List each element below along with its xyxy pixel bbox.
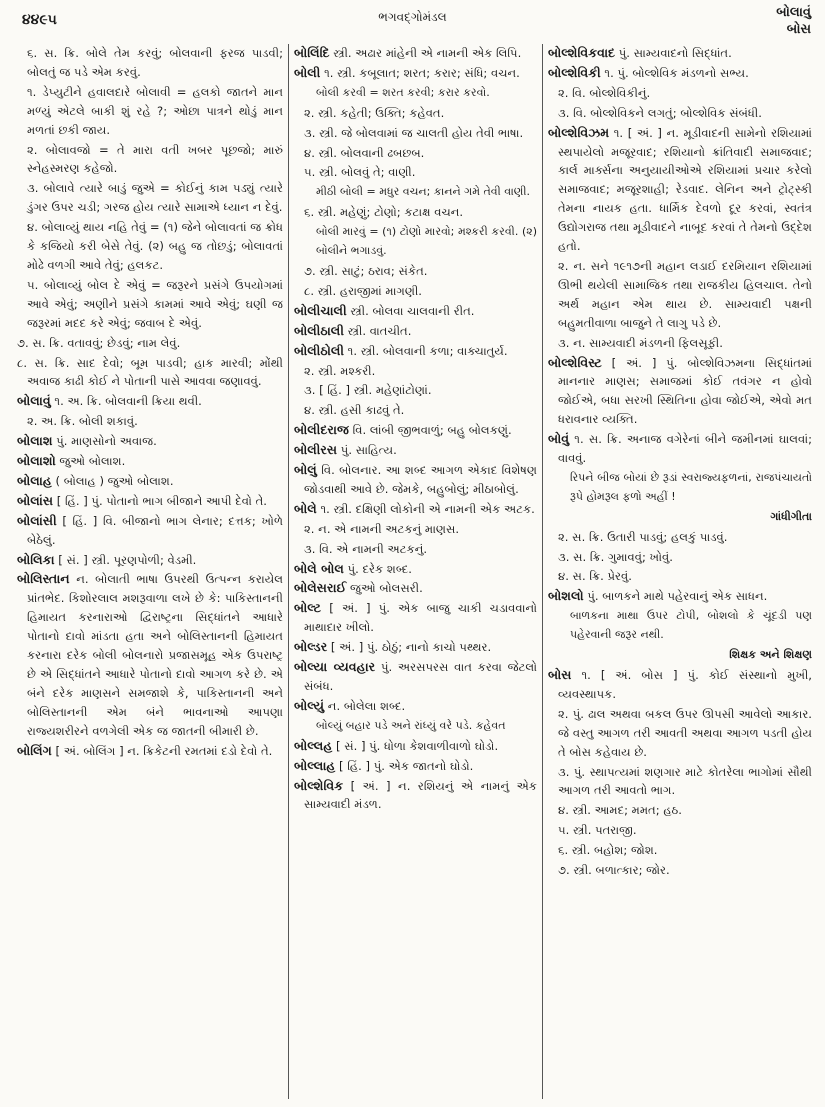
headword: બોલ્યું (294, 697, 325, 713)
dictionary-entry (294, 500, 537, 519)
dictionary-entry (548, 64, 812, 83)
headword: બોલાવું (17, 393, 51, 409)
definition-text: ( બોલાહ ) જુઓ બોલાશ. (51, 473, 174, 488)
definition-text: ૫. સ્ત્રી. બોલવું તે; વાણી. (304, 165, 416, 180)
headword: બોલેસરાઈ (294, 580, 347, 596)
definition-text: ૩. પું. સ્થાપત્યમાં શણગાર માટે કોતરેલા ભાગોમાં સૌથી આગળ તરી આવતો ભાગ. (558, 764, 812, 798)
definition-text: [ અં. બોલિંગ ] ન. ક્રિકેટની રમતમાં દડો દેવો તે. (51, 743, 273, 758)
headword: બોલિકા (17, 551, 55, 567)
dictionary-entry (294, 579, 537, 598)
definition-text: [ હિં. ] પું. એક જાતનો ઘોડો. (335, 758, 474, 773)
definition-text: ૬. સ્ત્રી. મહેણું; ટોણો; કટાક્ષ વચન. (304, 205, 464, 220)
dictionary-entry (294, 757, 537, 776)
usage-example (294, 183, 537, 202)
definition-text: જુઓ બોલસરી. (346, 581, 423, 596)
guide-word-last: બોસ (786, 22, 811, 37)
dictionary-entry (17, 551, 283, 570)
definition-text: ૧. સ્ત્રી. બોલવાની કળા; વાક્ચાતુર્ય. (344, 343, 508, 358)
definition-text: ૨. ન. સને ૧૯૧૭ની મહાન લડાઈ દરમિયાન રશિયામાં ઊભી થયેલી સામાજિક તથા રાજકીય હિલચાલ. તેનો અર્થ મહાન એમ થાય છે. સામ્યવાદી પક્ષની બહુમતીવાળા બાજુને તે લાગુ પડે છે. (558, 258, 812, 330)
dictionary-entry (17, 392, 283, 411)
definition-text: પું. સામ્યવાદનો સિદ્ધાંત. (615, 46, 732, 60)
definition-text: ન. બોલાતી ભાષા ઉપરથી ઉત્પન્ન કરાયેલ પ્રાંતભેદ. કિશોરલાલ મશરૂવાળા લખે છે કે: પાકિસ્તાનની હિમાયત કરનારાઓ દ્વિરાષ્ટ્રના સિદ્ધાંતને આધારે પોતાનો દાવો માંડતા હતા અને બોલિસ્તાનની હિમાયત કરનારા દરેક બોલી બોલનારો પ્રજાસમૂહ એક ઉપરાષ્ટ્ર છે એ સિદ્ધાંતને આધારે પોતાનો દાવો આગળ કરે છે. એ બંને દરેક માણસને સમજાશે કે, પાકિસ્તાનની અને બોલિસ્તાનની એમ બંને ભાવનાઓ આપણા રાજ્યશરીરને વળગેલી એક જ જાતની બીમારી છે. (27, 572, 283, 738)
definition-text: ૮. સ્ત્રી. હરાજીમાં માગણી. (304, 283, 422, 298)
quote-source (548, 508, 812, 527)
entry-sense (294, 381, 537, 400)
dictionary-entry (548, 430, 812, 468)
definition-text: ૩. સ. ક્રિ. ગુમાવવું; ખોવું. (558, 549, 673, 564)
definition-text: ૨. સ્ત્રી. મશ્કરી. (304, 363, 376, 378)
dictionary-entry (294, 737, 537, 756)
definition-text: ૩. ન. સામ્યવાદી મંડળની ફિલસૂફી. (558, 335, 723, 350)
dictionary-entry (294, 322, 537, 341)
entry-sense (294, 163, 537, 182)
headword: બોલાશ (17, 433, 53, 449)
dictionary-entry (548, 587, 812, 606)
definition-text: ૪. સ. ક્રિ. પ્રેરવું. (558, 569, 632, 584)
definition-text: ૧. [ અં. બોસ ] પું. કોઈ સંસ્થાનો મુખી, વ્યવસ્થાપક. (558, 668, 812, 701)
definition-text: બોલી મારવું = (૧) ટોણો મારવો; મશ્કરી કરવી. (૨) બોલીને ભગાડવું. (316, 225, 537, 258)
headword: બોશલો (548, 588, 584, 604)
headword: બોલાહ (17, 472, 52, 488)
usage-example (548, 469, 812, 507)
entry-sense (548, 801, 812, 820)
entry-sense (548, 84, 812, 103)
entry-sense (17, 141, 283, 179)
definition-text: ૬. સ્ત્રી. બહોશ; જોશ. (558, 843, 658, 858)
definition-text: ૩. વિ. બોલ્શેવિકને લગતું; બોલ્શેવિક સંબંધી. (558, 105, 762, 120)
dictionary-entry (294, 421, 537, 440)
definition-text: શિક્ષક અને શિક્ષણ (729, 648, 812, 662)
headword: બોલ્લાહ (294, 757, 336, 773)
definition-text: ૨. વિ. બોલ્શેવિકીનું. (558, 85, 651, 100)
dictionary-entry (17, 492, 283, 511)
entry-sense (17, 334, 283, 353)
headword: બોલાશો (17, 453, 56, 469)
page-header (0, 0, 825, 44)
definition-text: મીઠી બોલી = મધુર વચન; કાનને ગમે તેવી વાણી. (316, 185, 531, 199)
dictionary-entry (548, 354, 812, 430)
usage-example (294, 717, 537, 736)
definition-text: ગાંધીગીતા (770, 509, 812, 523)
definition-text: ૩. બોલાવે ત્યારે બાડું જુએ = કોઈનું કામ પડ્યું ત્યારે ડુંગર ઉપર ચડી; ગરજ હોય ત્યારે સામાએ ધ્યાન ન દેવું. (27, 181, 283, 215)
definition-text: ૧. પું. બોલ્શેવિક મંડળનો સભ્ય. (600, 65, 749, 80)
definition-text: ૧. અ. ક્રિ. બોલવાની ક્રિયા થવી. (50, 394, 202, 409)
entry-sense (294, 124, 537, 143)
headword: બોવું (548, 431, 570, 447)
dictionary-entry (294, 441, 537, 460)
definition-text: ૪. સ્ત્રી. આમદ; મમત; હઠ. (558, 803, 682, 818)
headword: બોલી (294, 64, 321, 80)
column-2 (288, 44, 542, 1099)
entry-sense (17, 44, 283, 82)
headword: બોલાંસી (17, 512, 57, 528)
dictionary-entry (294, 697, 537, 716)
definition-text: [ હિં. ] પું. પોતાનો ભાગ બીજાને આપી દેવો તે. (53, 493, 267, 508)
definition-text: ૩. સ્ત્રી. જે બોલવામાં જ ચાલતી હોય તેવી ભાષા. (304, 125, 524, 140)
entry-sense (17, 354, 283, 392)
entry-sense (294, 520, 537, 539)
definition-text: [ અં. ] પું. બોલ્શેવિઝમના સિદ્ધાંતમાં માનનાર માણસ; સમાજમાં કોઈ તવંગર ન હોવો જોઈએ, બધા સરખી સ્થિતિના હોવા જોઈએ, એવો મત ધરાવનાર વ્યક્તિ. (558, 355, 812, 427)
entry-sense (294, 401, 537, 420)
definition-text: વિ. બોલનાર. આ શબ્દ આગળ એકાદ વિશેષણ જોડવાથી આવે છે. જેમકે, બહુબોલું; મીઠાબોલું. (304, 463, 537, 496)
dictionary-entry (17, 472, 283, 491)
entry-sense (548, 821, 812, 840)
definition-text: સ્ત્રી. અઢાર માંહેની એ નામની એક લિપિ. (329, 46, 522, 60)
definition-text: ૨. સ. ક્રિ. ઉતારી પાડવું; હલકું પાડવું. (558, 529, 728, 544)
definition-text: [ હિં. ] વિ. બીજાનો ભાગ લેનાર; દત્તક; ખોળે બેઠેલું. (27, 513, 283, 547)
quote-source (548, 646, 812, 665)
definition-text: ૨. ન. એ નામની અટકનું માણસ. (304, 521, 460, 536)
definition-text: પું. બાળકને માથે પહેરવાનું એક સાધન. (583, 589, 768, 604)
headword: બોલિંદિ (294, 45, 330, 60)
definition-text: ૨. બોલાવજો = તે મારા વતી ખબર પૂછજો; મારું સ્નેહસ્મરણ કહેજો. (27, 142, 283, 176)
definition-text: પું. સાહિત્ય. (337, 443, 397, 458)
definition-text: [ સં. ] પું. ધોળા કેશવાળીવાળો ઘોડો. (332, 738, 499, 753)
definition-text: જુઓ બોલાશ. (55, 454, 126, 469)
headword: બોલ્ડર (294, 639, 328, 655)
guide-words (776, 4, 811, 38)
headword: બોલિંગ (17, 742, 52, 758)
dictionary-entry (17, 742, 283, 761)
dictionary-entry (294, 44, 537, 63)
definition-text: ૧. [ અં. ] ન. મૂડીવાદની સામેનો રશિયામાં સ્થપાયેલો મજૂરવાદ; રશિયાનો ક્રાંતિવાદી સમાજવાદ; કાર્લ માર્ક્સના અનુયાયીઓએ રશિયામાં પ્રચાર કરેલો સમાજવાદ; મજૂરશાહી; રેડવાદ. લેનિન અને ટ્રોટ્સ્કી તેમના નાયક હતા. ધાર્મિક દેવળો દૂર કરવાં, સ્વતંત્ર ઉદ્યોગરાજ તથા મૂડીવાદને નાબૂદ કરવાં તે તેમનો ઉદ્દેશ હતો. (558, 125, 812, 254)
dictionary-entry (17, 432, 283, 451)
entry-sense (548, 763, 812, 801)
definition-text: ૭. સ્ત્રી. સાટું; ઠરાવ; સંકેત. (304, 263, 428, 278)
definition-text: ૧. સ્ત્રી. દક્ષિણી લોકોની એ નામની એક અટક. (316, 501, 535, 516)
entry-sense (294, 203, 537, 222)
dictionary-entry (294, 777, 537, 815)
entry-sense (548, 841, 812, 860)
definition-text: ૪. સ્ત્રી. બોલવાની ઢબછબ. (304, 145, 425, 160)
definition-text: ન. બોલેલા શબ્દ. (324, 698, 406, 713)
headword: બોલાંસ (17, 492, 54, 508)
definition-text: ૩. [ હિં. ] સ્ત્રી. મહેણાંટોણાં. (304, 383, 432, 398)
definition-text: પું. માણસોનો અવાજ. (52, 434, 157, 449)
definition-text: ૧. ડેપ્યુટીને હવાલદારે બોલાવી = હલકો જાતને માન મળ્યું એટલે બાકી શું રહે ?; ઓછા પાત્રને થોડું માન મળતાં છકી જાય. (27, 84, 283, 137)
dictionary-entry (17, 512, 283, 550)
definition-text: ૪. બોલાવ્યું થાય નહિ તેવું = (૧) જેને બોલાવતાં જ ક્રોધ કે કજિયો કરી બેસે તેવું. (૨) બહુ જ તોછડું; બોલાવતાં મોઢે વળગી આવે તેવું; હલકટ. (27, 220, 283, 272)
headword: બોલીચાલી (294, 302, 347, 318)
headword: બોલ્શેવિસ્ટ (548, 354, 602, 370)
definition-text: ૨. સ્ત્રી. કહેતી; ઉક્તિ; કહેવત. (304, 105, 445, 120)
headword: બોલિસ્તાન (17, 571, 70, 587)
definition-text: સ્ત્રી. બોલવા ચાલવાની રીત. (346, 303, 475, 318)
entry-sense (17, 218, 283, 275)
headword: બોલ્શેવિકવાદ (548, 45, 616, 60)
definition-text: ૨. પું. ઢાલ અથવા બકલ ઉપર ઊપસી આવેલો આકાર. જે વસ્તુ આગળ તરી આવતી અથવા આગળ પડતી હોય તે બોસ કહેવાય છે. (558, 706, 812, 759)
entry-sense (548, 861, 812, 880)
column-3 (542, 44, 817, 1099)
entry-sense (17, 83, 283, 140)
headword: બોલ્ટ (294, 600, 322, 616)
definition-text: ૧. સ. ક્રિ. અનાજ વગેરેનાં બીને જમીનમાં ઘાલવાં; વાવવું. (558, 432, 812, 466)
entry-sense (548, 104, 812, 123)
headword: બોલીદરાજ (294, 422, 349, 438)
definition-text: પું. દરેક શબ્દ. (343, 561, 412, 576)
dictionary-entry (294, 461, 537, 499)
headword: બોલીઠાલી (294, 322, 344, 338)
headword: બોસ (548, 667, 572, 682)
dictionary-entry (294, 302, 537, 321)
headword: બોલ્શેવિક (294, 777, 344, 793)
definition-text: ૩. વિ. એ નામની અટકનું. (304, 541, 428, 556)
definition-text: [ સં. ] સ્ત્રી. પૂરણપોળી; વેડમી. (54, 552, 197, 567)
dictionary-entry (294, 342, 537, 361)
dictionary-entry (548, 666, 812, 704)
dictionary-entry (294, 658, 537, 696)
definition-text: ૪. સ્ત્રી. હસી કાઢવું તે. (304, 403, 405, 418)
definition-text: બોલી કરવી = શરત કરવી; કરાર કરવો. (316, 85, 490, 99)
definition-text: ૭. સ્ત્રી. બળાત્કાર; જોર. (558, 863, 670, 878)
page-number: ૪૪૯૫ (22, 12, 57, 28)
headword: બોલ્લહ (294, 737, 333, 753)
entry-sense (548, 705, 812, 762)
dictionary-entry (17, 570, 283, 740)
entry-sense (17, 179, 283, 217)
headword: બોલ્શેવિઝમ (548, 124, 610, 140)
definition-text: [ અં. ] પું. ઠોઠું; નાનો કાચો પથ્થર. (327, 640, 492, 655)
book-title: ભગવદ્ગોમંડલ (378, 10, 447, 24)
headword: બોલ્યા વ્યવહાર (294, 659, 376, 675)
definition-text: ૬. સ. ક્રિ. બોલે તેમ કરવું; બોલવાની ફરજ પાડવી; બોલતું જ પડે એમ કરવું. (27, 46, 283, 79)
headword: બોલ્શેવિકી (548, 64, 601, 80)
dictionary-entry (294, 638, 537, 657)
entry-sense (548, 548, 812, 567)
headword: બોલીઠોલી (294, 342, 344, 358)
dictionary-entry (294, 599, 537, 637)
definition-text: વિ. લાંબી જીભવાળું; બહુ બોલકણું. (348, 423, 512, 438)
headword: બોલે બોલ (294, 560, 344, 576)
entry-sense (548, 567, 812, 586)
entry-sense (548, 257, 812, 333)
entry-sense (17, 276, 283, 333)
entry-sense (294, 144, 537, 163)
definition-text: ૨. અ. ક્રિ. બોલી શકાવું. (27, 414, 138, 429)
definition-text: ૧. સ્ત્રી. કબૂલાત; શરત; કરાર; સંધિ; વચન. (320, 65, 520, 80)
guide-word-first: બોલાવું (776, 5, 811, 20)
dictionary-entry (294, 560, 537, 579)
entry-sense (548, 528, 812, 547)
usage-example (294, 223, 537, 261)
definition-text: રિપને બીજ બોયાં છે રૂડાં સ્વરાજ્યફળનાં, રાજપંચાયતો રૂપે હોમરૂલ ફળો અહીં ! (570, 470, 812, 503)
headword: બોલીરસ (294, 442, 338, 458)
dictionary-entry (17, 452, 283, 471)
headword: બોલે (294, 500, 317, 516)
definition-text: ૭. સ. ક્રિ. વતાવવું; છેડવું; નામ લેવું. (17, 335, 181, 350)
column-1 (12, 44, 288, 1099)
definition-text: ૮. સ. ક્રિ. સાદ દેવો; બૂમ પાડવી; હાક મારવી; મોંથી અવાજ કાઢી કોઈ ને પોતાની પાસે આવવા જણાવવું. (17, 355, 283, 389)
definition-text: બાળકના માથા ઉપર ટોપી, બોશલો કે ચૂંદડી પણ પહેરવાની જરૂર નથી. (570, 609, 812, 642)
entry-sense (294, 282, 537, 301)
definition-text: ૫. બોલાવ્યું બોલ દે એવું = જરૂરને પ્રસંગે ઉપયોગમાં આવે એવું; અણીને પ્રસંગે કામમાં આવે એવું; ઘણી જ જરૂરમાં મદદ કરે એવું; જવાબ દે એવું. (27, 277, 283, 330)
definition-text: [ અં. ] ન. રશિયનું એ નામનું એક સામ્યવાદી મંડળ. (304, 778, 537, 812)
entry-sense (294, 262, 537, 281)
headword: બોલું (294, 462, 317, 478)
entry-sense (294, 104, 537, 123)
entry-sense (294, 362, 537, 381)
usage-example (548, 607, 812, 645)
dictionary-entry (548, 44, 812, 63)
entry-sense (17, 412, 283, 431)
dictionary-entry (294, 64, 537, 83)
definition-text: પું. અરસપરસ વાત કરવા જેટલો સંબંધ. (304, 660, 537, 693)
usage-example (294, 84, 537, 103)
definition-text: બોલ્યું બહાર પડે અને રાંધ્યું વરે પડે. કહેવત (316, 718, 506, 732)
entry-sense (548, 334, 812, 353)
entry-sense (294, 540, 537, 559)
definition-text: સ્ત્રી. વાતચીત. (343, 323, 412, 338)
definition-text: ૫. સ્ત્રી. પતરાજી. (558, 823, 637, 838)
dictionary-entry (548, 124, 812, 256)
definition-text: [ અં. ] પું. એક બાજુ ચાકી ચડાવવાનો માથાદાર ખીલો. (304, 601, 537, 635)
dictionary-columns (12, 44, 817, 1099)
